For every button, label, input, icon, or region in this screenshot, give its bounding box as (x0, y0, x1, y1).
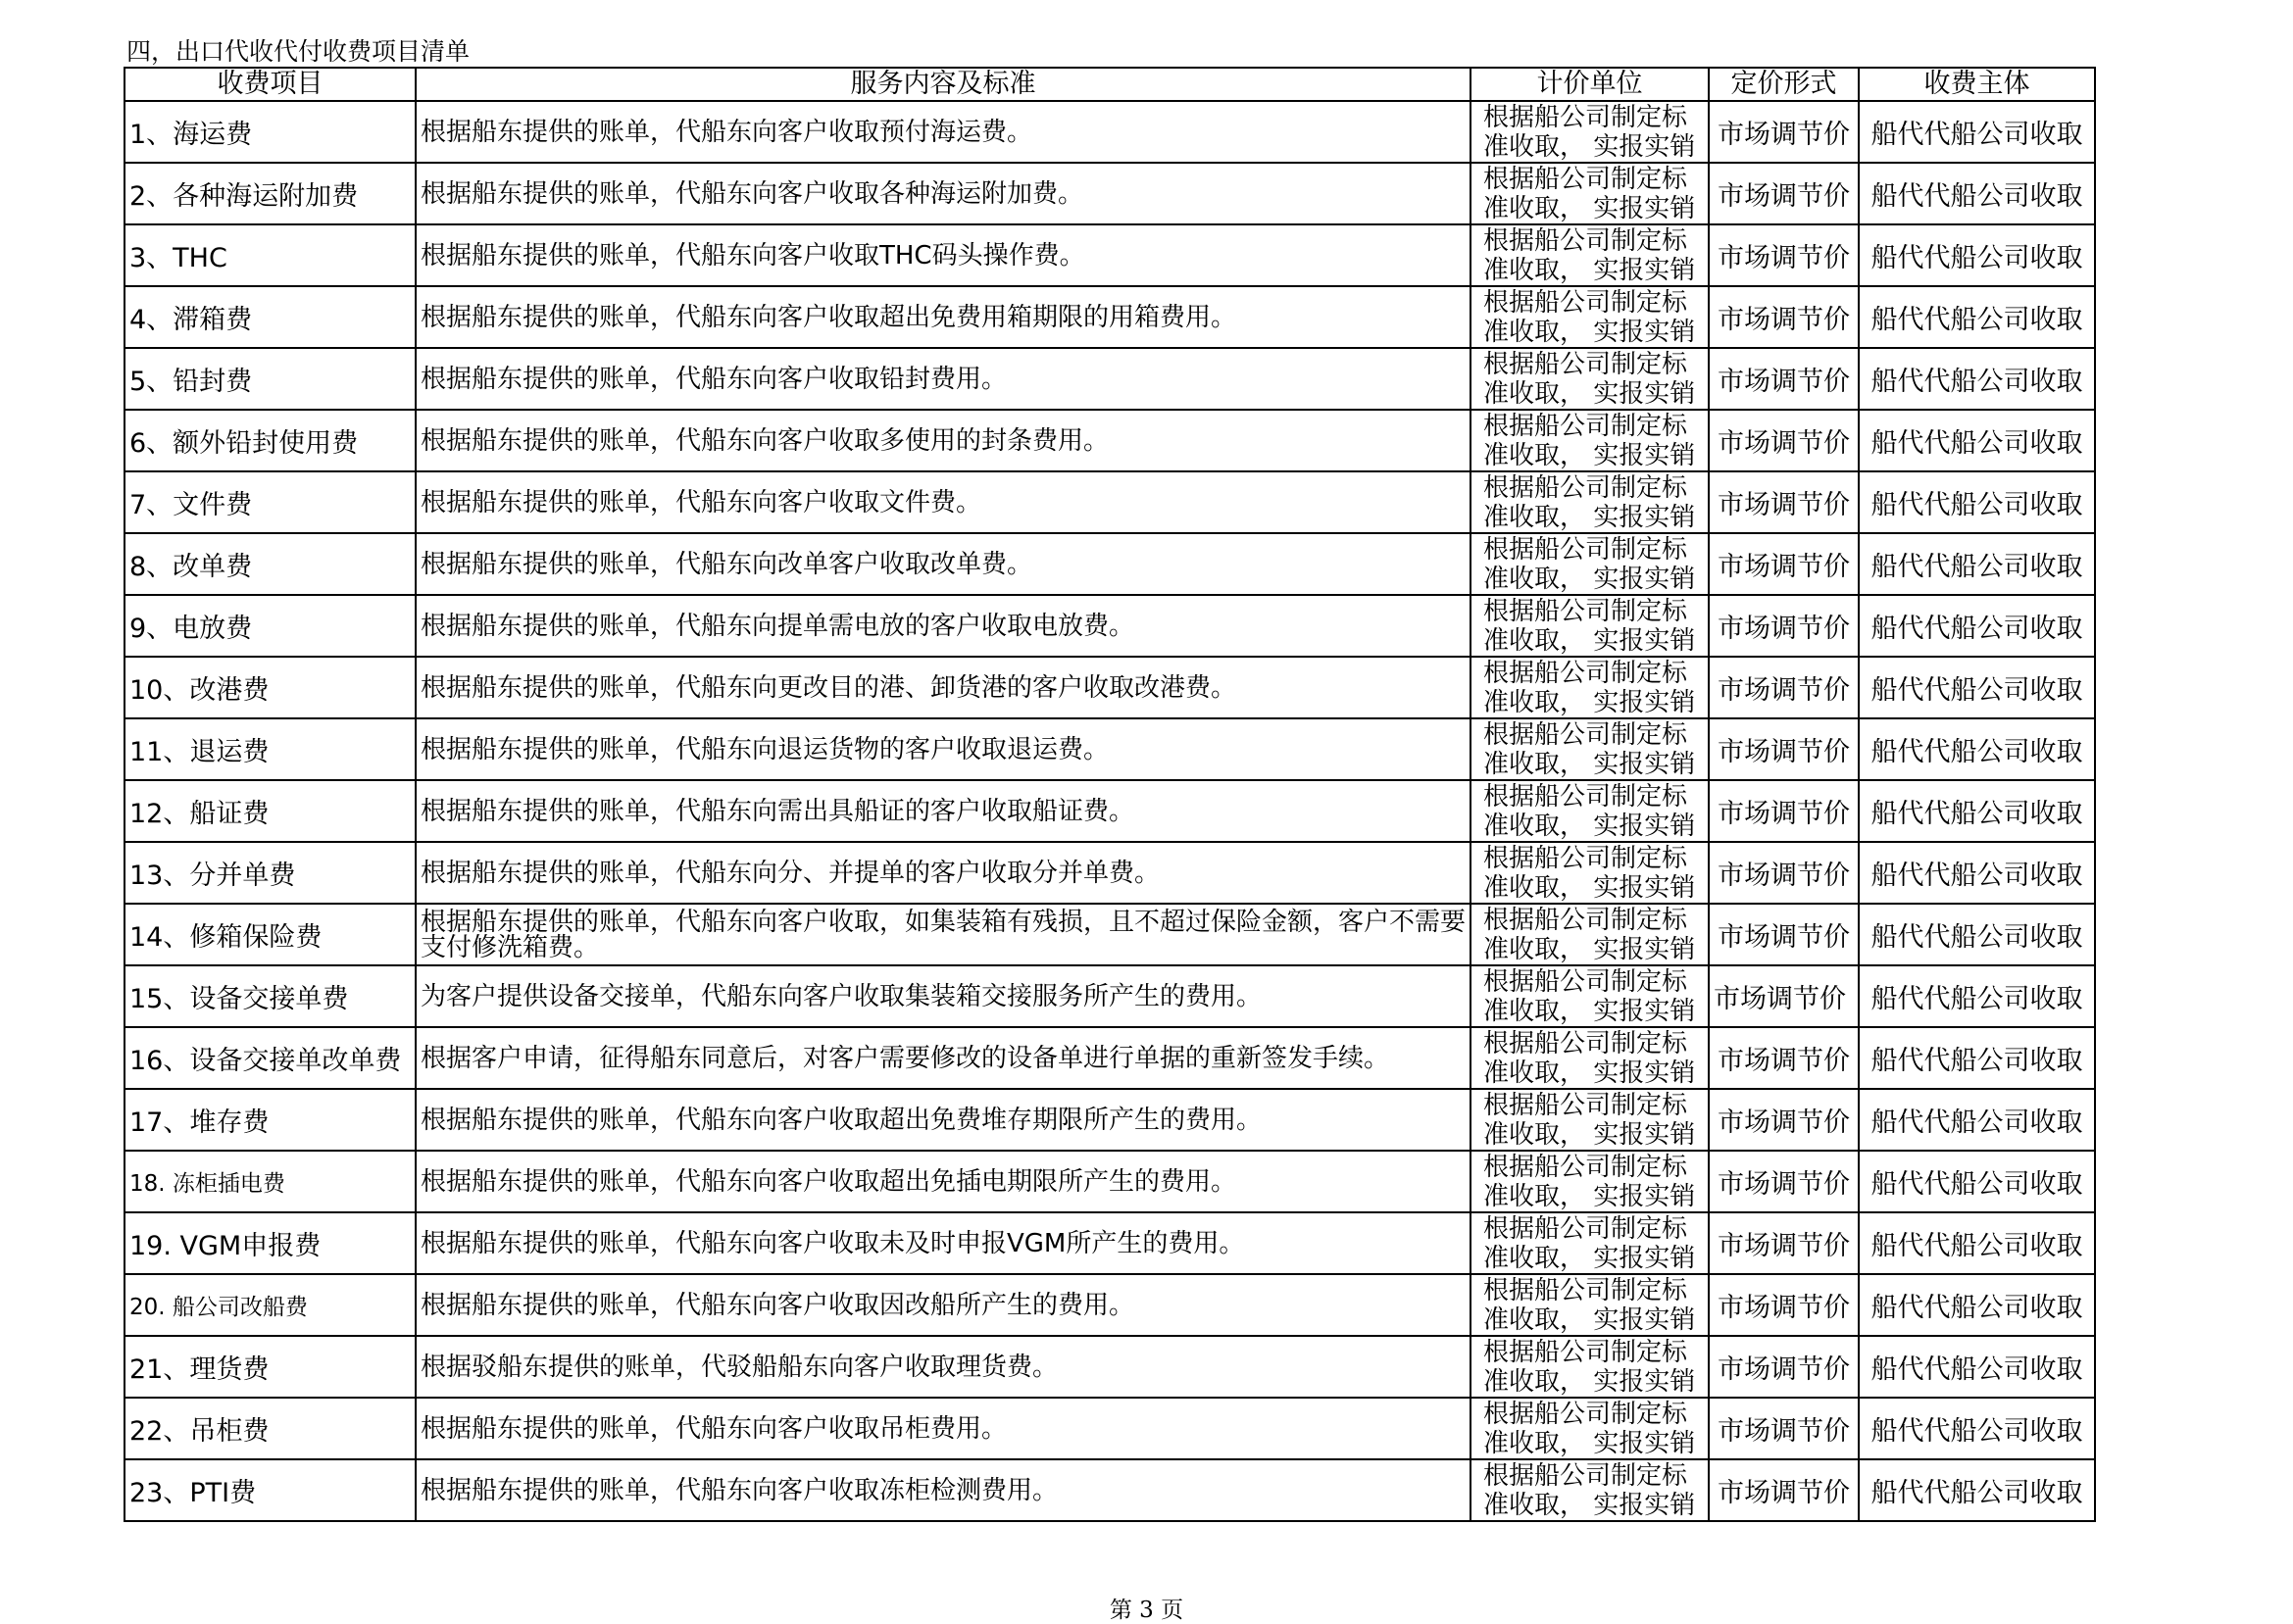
fee-unit (1471, 842, 1709, 904)
fee-form: 市场调节价 (1709, 224, 1859, 286)
fee-unit (1471, 533, 1709, 595)
fee-form: 市场调节价 (1709, 471, 1859, 533)
fee-content: 根据驳船东提供的账单，代驳船船东向客户收取理货费。 (416, 1336, 1471, 1398)
fee-unit-line1: 根据船公司制定标 (1483, 1399, 1688, 1429)
table-row (125, 286, 2095, 348)
table-row (125, 965, 2095, 1027)
fee-unit-line1: 根据船公司制定标 (1483, 1337, 1688, 1367)
fee-item: 20. 船公司改船费 (125, 1274, 416, 1336)
fee-item: 12、船证费 (125, 780, 416, 842)
fee-content: 根据船东提供的账单，代船东向客户收取超出免费用箱期限的用箱费用。 (416, 286, 1471, 348)
fee-unit-line2: 准收取， 实报实销 (1483, 564, 1696, 594)
fee-item: 21、理货费 (125, 1336, 416, 1398)
fee-unit-line2: 准收取， 实报实销 (1483, 1119, 1696, 1150)
header-subject: 收费主体 (1859, 68, 2095, 101)
table-row (125, 224, 2095, 286)
fee-form: 市场调节价 (1709, 1398, 1859, 1459)
fee-subject: 船代代船公司收取 (1859, 1089, 2095, 1151)
table-row (125, 533, 2095, 595)
table-row (125, 471, 2095, 533)
fee-unit-line2: 准收取， 实报实销 (1483, 255, 1696, 285)
fee-unit-line2: 准收取， 实报实销 (1483, 1428, 1696, 1458)
fee-form: 市场调节价 (1709, 1212, 1859, 1274)
table-row (125, 842, 2095, 904)
fee-unit-line1: 根据船公司制定标 (1483, 1213, 1688, 1244)
fee-subject: 船代代船公司收取 (1859, 842, 2095, 904)
fee-unit (1471, 1274, 1709, 1336)
page-number: 第 3 页 (1109, 1598, 1184, 1623)
fee-content: 根据船东提供的账单，代船东向客户收取多使用的封条费用。 (416, 410, 1471, 471)
fee-unit (1471, 657, 1709, 718)
fee-content: 根据船东提供的账单，代船东向客户收取吊柜费用。 (416, 1398, 1471, 1459)
fee-unit-line1: 根据船公司制定标 (1483, 1028, 1688, 1058)
fee-subject: 船代代船公司收取 (1859, 1336, 2095, 1398)
fee-item: 1、海运费 (125, 101, 416, 163)
fee-item: 8、改单费 (125, 533, 416, 595)
fee-form: 市场调节价 (1709, 533, 1859, 595)
table-row (125, 904, 2095, 965)
fee-unit-line1: 根据船公司制定标 (1483, 966, 1688, 997)
fee-subject: 船代代船公司收取 (1859, 780, 2095, 842)
fee-unit-line2: 准收取， 实报实销 (1483, 1304, 1696, 1335)
fee-content: 根据船东提供的账单，代船东向客户收取未及时申报VGM所产生的费用。 (416, 1212, 1471, 1274)
table-row (125, 163, 2095, 224)
table-row (125, 718, 2095, 780)
table-row (125, 1151, 2095, 1212)
table-row (125, 1089, 2095, 1151)
fee-form: 市场调节价 (1709, 1089, 1859, 1151)
page-title: 四，出口代收代付收费项目清单 (126, 37, 471, 66)
fee-item: 18. 冻柜插电费 (125, 1151, 416, 1212)
table-row (125, 1398, 2095, 1459)
fee-item: 15、设备交接单费 (125, 965, 416, 1027)
fee-form: 市场调节价 (1709, 780, 1859, 842)
fee-form: 市场调节价 (1709, 1151, 1859, 1212)
fee-unit (1471, 904, 1709, 965)
fee-unit-line2: 准收取， 实报实销 (1483, 749, 1696, 779)
fee-unit-line1: 根据船公司制定标 (1483, 102, 1688, 132)
fee-unit (1471, 224, 1709, 286)
fee-content: 根据船东提供的账单，代船东向更改目的港、卸货港的客户收取改港费。 (416, 657, 1471, 718)
fee-form: 市场调节价 (1709, 1459, 1859, 1521)
header-unit: 计价单位 (1471, 68, 1709, 101)
fee-subject: 船代代船公司收取 (1859, 1274, 2095, 1336)
fee-unit-line1: 根据船公司制定标 (1483, 1090, 1688, 1120)
table-row (125, 657, 2095, 718)
fee-unit-line1: 根据船公司制定标 (1483, 658, 1688, 688)
fee-unit-line2: 准收取， 实报实销 (1483, 934, 1696, 964)
fee-content: 为客户提供设备交接单，代船东向客户收取集装箱交接服务所产生的费用。 (416, 965, 1471, 1027)
fee-form: 市场调节价 (1709, 101, 1859, 163)
fee-item: 5、铅封费 (125, 348, 416, 410)
fee-unit (1471, 101, 1709, 163)
fee-unit (1471, 965, 1709, 1027)
fee-unit-line2: 准收取， 实报实销 (1483, 193, 1696, 223)
fee-content: 根据船东提供的账单，代船东向客户收取冻柜检测费用。 (416, 1459, 1471, 1521)
fee-unit-line2: 准收取， 实报实销 (1483, 1366, 1696, 1397)
fee-unit-line2: 准收取， 实报实销 (1483, 131, 1696, 162)
fee-unit (1471, 780, 1709, 842)
fee-form: 市场调节价 (1709, 163, 1859, 224)
fee-unit-line1: 根据船公司制定标 (1483, 1275, 1688, 1305)
fee-unit-line2: 准收取， 实报实销 (1483, 1243, 1696, 1273)
fee-unit-line1: 根据船公司制定标 (1483, 719, 1688, 750)
fee-unit (1471, 471, 1709, 533)
fee-subject: 船代代船公司收取 (1859, 410, 2095, 471)
fee-form: 市场调节价 (1709, 1336, 1859, 1398)
fee-unit (1471, 1212, 1709, 1274)
fee-unit-line1: 根据船公司制定标 (1483, 843, 1688, 873)
fee-unit-line2: 准收取， 实报实销 (1483, 1181, 1696, 1211)
fee-unit-line1: 根据船公司制定标 (1483, 596, 1688, 626)
fee-item: 19. VGM申报费 (125, 1212, 416, 1274)
fee-unit (1471, 595, 1709, 657)
fee-content: 根据船东提供的账单，代船东向分、并提单的客户收取分并单费。 (416, 842, 1471, 904)
fee-item: 7、文件费 (125, 471, 416, 533)
fee-unit (1471, 163, 1709, 224)
fee-content: 根据船东提供的账单，代船东向客户收取预付海运费。 (416, 101, 1471, 163)
fee-unit (1471, 1089, 1709, 1151)
fee-content: 根据船东提供的账单，代船东向客户收取超出免费堆存期限所产生的费用。 (416, 1089, 1471, 1151)
fee-subject: 船代代船公司收取 (1859, 657, 2095, 718)
fee-subject: 船代代船公司收取 (1859, 533, 2095, 595)
fee-form: 市场调节价 (1709, 904, 1859, 965)
fee-unit-line1: 根据船公司制定标 (1483, 225, 1688, 256)
fee-content: 根据船东提供的账单，代船东向提单需电放的客户收取电放费。 (416, 595, 1471, 657)
fee-unit (1471, 1459, 1709, 1521)
table-row (125, 101, 2095, 163)
table-header-row (125, 68, 2095, 101)
fee-unit-line2: 准收取， 实报实销 (1483, 625, 1696, 656)
fee-subject: 船代代船公司收取 (1859, 595, 2095, 657)
fee-unit (1471, 1027, 1709, 1089)
fee-subject: 船代代船公司收取 (1859, 163, 2095, 224)
fee-unit-line2: 准收取， 实报实销 (1483, 996, 1696, 1026)
fee-item: 23、PTI费 (125, 1459, 416, 1521)
table-row (125, 595, 2095, 657)
fee-unit-line2: 准收取， 实报实销 (1483, 378, 1696, 409)
fee-content: 根据船东提供的账单，代船东向客户收取，如集装箱有残损，且不超过保险金额，客户不需要支付修洗箱费。 (416, 904, 1471, 965)
fee-subject: 船代代船公司收取 (1859, 965, 2095, 1027)
fee-form: 市场调节价 (1709, 965, 1859, 1027)
fee-unit (1471, 1336, 1709, 1398)
table-row (125, 348, 2095, 410)
fee-item: 16、设备交接单改单费 (125, 1027, 416, 1089)
fee-item: 14、修箱保险费 (125, 904, 416, 965)
fee-unit-line1: 根据船公司制定标 (1483, 411, 1688, 441)
fee-unit (1471, 286, 1709, 348)
fee-unit (1471, 718, 1709, 780)
fee-unit-line1: 根据船公司制定标 (1483, 534, 1688, 565)
fee-unit-line1: 根据船公司制定标 (1483, 905, 1688, 935)
fee-unit-line2: 准收取， 实报实销 (1483, 811, 1696, 841)
fee-unit-line2: 准收取， 实报实销 (1483, 1058, 1696, 1088)
fee-unit (1471, 1151, 1709, 1212)
fee-content: 根据船东提供的账单，代船东向客户收取文件费。 (416, 471, 1471, 533)
fee-content: 根据船东提供的账单，代船东向客户收取铅封费用。 (416, 348, 1471, 410)
fee-unit-line1: 根据船公司制定标 (1483, 349, 1688, 379)
fee-item: 22、吊柜费 (125, 1398, 416, 1459)
fee-item: 13、分并单费 (125, 842, 416, 904)
fee-unit-line2: 准收取， 实报实销 (1483, 687, 1696, 717)
fee-unit-line1: 根据船公司制定标 (1483, 164, 1688, 194)
fee-unit-line1: 根据船公司制定标 (1483, 1152, 1688, 1182)
fee-item: 6、额外铅封使用费 (125, 410, 416, 471)
fee-subject: 船代代船公司收取 (1859, 286, 2095, 348)
fee-item: 9、电放费 (125, 595, 416, 657)
fee-subject: 船代代船公司收取 (1859, 1459, 2095, 1521)
fee-content: 根据船东提供的账单，代船东向需出具船证的客户收取船证费。 (416, 780, 1471, 842)
fee-form: 市场调节价 (1709, 348, 1859, 410)
fee-unit-line2: 准收取， 实报实销 (1483, 440, 1696, 470)
fee-unit-line2: 准收取， 实报实销 (1483, 1490, 1696, 1520)
fee-item: 17、堆存费 (125, 1089, 416, 1151)
fee-subject: 船代代船公司收取 (1859, 224, 2095, 286)
fee-form: 市场调节价 (1709, 657, 1859, 718)
fee-content: 根据船东提供的账单，代船东向退运货物的客户收取退运费。 (416, 718, 1471, 780)
fee-form: 市场调节价 (1709, 1027, 1859, 1089)
fee-item: 2、各种海运附加费 (125, 163, 416, 224)
table-row (125, 780, 2095, 842)
fee-subject: 船代代船公司收取 (1859, 471, 2095, 533)
fee-form: 市场调节价 (1709, 718, 1859, 780)
fee-subject: 船代代船公司收取 (1859, 101, 2095, 163)
fee-subject: 船代代船公司收取 (1859, 718, 2095, 780)
fee-item: 10、改港费 (125, 657, 416, 718)
table-row (125, 1212, 2095, 1274)
table-row (125, 1459, 2095, 1521)
fee-item: 3、THC (125, 224, 416, 286)
header-item: 收费项目 (125, 68, 416, 101)
fee-form: 市场调节价 (1709, 410, 1859, 471)
fee-form: 市场调节价 (1709, 286, 1859, 348)
fee-unit-line2: 准收取， 实报实销 (1483, 872, 1696, 903)
fee-unit (1471, 1398, 1709, 1459)
fee-content: 根据船东提供的账单，代船东向客户收取THC码头操作费。 (416, 224, 1471, 286)
fee-unit-line1: 根据船公司制定标 (1483, 1460, 1688, 1491)
fee-content: 根据船东提供的账单，代船东向改单客户收取改单费。 (416, 533, 1471, 595)
fee-content: 根据船东提供的账单，代船东向客户收取因改船所产生的费用。 (416, 1274, 1471, 1336)
header-content: 服务内容及标准 (416, 68, 1471, 101)
header-form: 定价形式 (1709, 68, 1859, 101)
fee-subject: 船代代船公司收取 (1859, 1151, 2095, 1212)
fee-form: 市场调节价 (1709, 842, 1859, 904)
fee-item: 11、退运费 (125, 718, 416, 780)
fee-form: 市场调节价 (1709, 595, 1859, 657)
fee-table (124, 67, 2096, 1522)
fee-unit-line2: 准收取， 实报实销 (1483, 317, 1696, 347)
fee-unit-line2: 准收取， 实报实销 (1483, 502, 1696, 532)
table-row (125, 410, 2095, 471)
table-row (125, 1274, 2095, 1336)
fee-item: 4、滞箱费 (125, 286, 416, 348)
fee-content: 根据船东提供的账单，代船东向客户收取各种海运附加费。 (416, 163, 1471, 224)
table-row (125, 1027, 2095, 1089)
fee-subject: 船代代船公司收取 (1859, 348, 2095, 410)
fee-subject: 船代代船公司收取 (1859, 1027, 2095, 1089)
fee-subject: 船代代船公司收取 (1859, 1398, 2095, 1459)
fee-unit-line1: 根据船公司制定标 (1483, 472, 1688, 503)
table-row (125, 1336, 2095, 1398)
fee-form: 市场调节价 (1709, 1274, 1859, 1336)
fee-unit (1471, 410, 1709, 471)
fee-unit-line1: 根据船公司制定标 (1483, 781, 1688, 812)
fee-unit-line1: 根据船公司制定标 (1483, 287, 1688, 318)
fee-subject: 船代代船公司收取 (1859, 1212, 2095, 1274)
fee-content: 根据船东提供的账单，代船东向客户收取超出免插电期限所产生的费用。 (416, 1151, 1471, 1212)
fee-content: 根据客户申请，征得船东同意后，对客户需要修改的设备单进行单据的重新签发手续。 (416, 1027, 1471, 1089)
fee-unit (1471, 348, 1709, 410)
fee-subject: 船代代船公司收取 (1859, 904, 2095, 965)
